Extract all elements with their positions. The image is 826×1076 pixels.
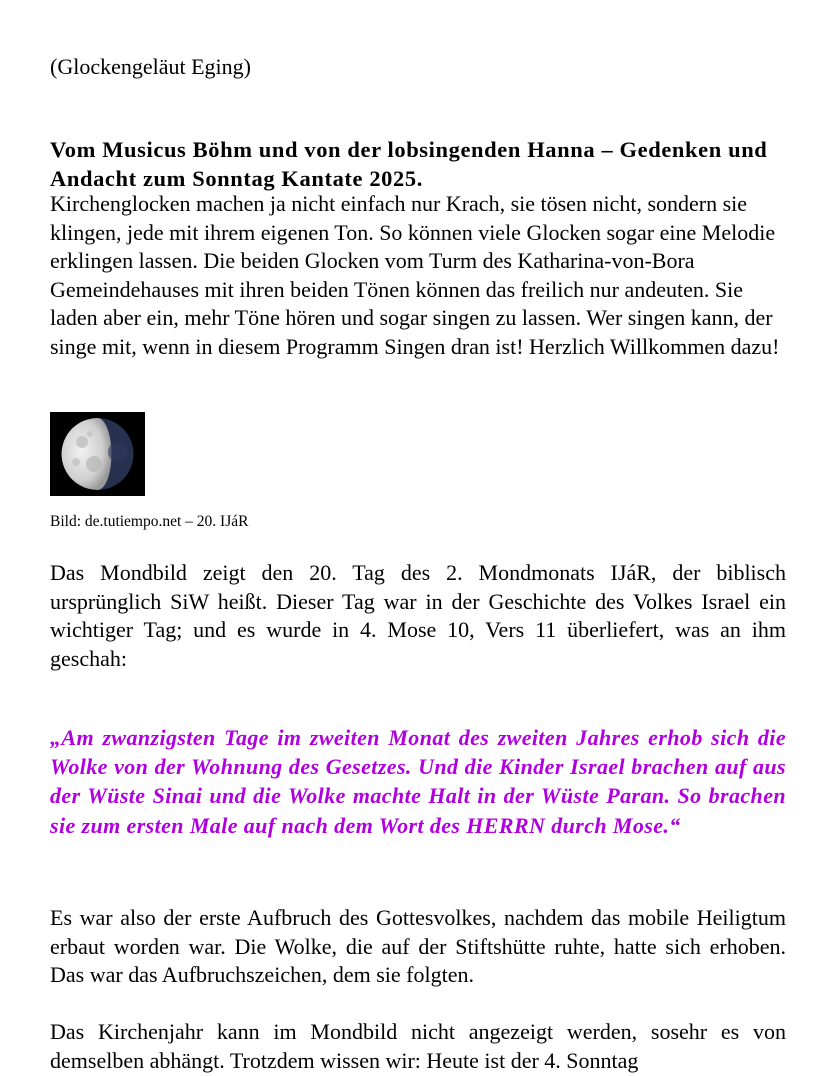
paragraph-church-year: Das Kirchenjahr kann im Mondbild nicht angezeigt werden, sosehr es von demselben abhängt. Trotzdem wissen wir: Heute ist der 4. Sonntag [50, 1019, 786, 1073]
page-title: Vom Musicus Böhm und von der lobsingenden Hanna – Gedenken und Andacht zum Sonntag Kantate 2025. [50, 136, 768, 191]
paragraph-moon-description: Das Mondbild zeigt den 20. Tag des 2. Mondmonats IJáR, der biblisch ursprünglich SiW heißt. Dieser Tag war in der Geschichte des Volkes Israel ein wichtiger Tag; und es wurde in 4. Mose 10, Vers 11 überliefert, was an ihm geschah: [50, 560, 786, 671]
image-caption: Bild: de.tutiempo.net – 20. IJáR [50, 513, 249, 530]
moon-icon [50, 412, 145, 496]
intro-paragraph: Kirchenglocken machen ja nicht einfach nur Krach, sie tösen nicht, sondern sie klingen, jede mit ihrem eigenen Ton. So können viele Glocken sogar eine Melodie erklingen lassen. Die beiden Glocken vom Turm des Katharina-von-Bora Gemeindehauses mit ihren beiden Tönen können das freilich nur andeuten. Sie laden aber ein, mehr Töne hören und sogar singen zu lassen. Wer singen kann, der singe mit, wenn in diesem Programm Singen dran ist! Herzlich Willkommen dazu! [50, 191, 780, 359]
paragraph-departure: Es war also der erste Aufbruch des Gottesvolkes, nachdem das mobile Heiligtum erbaut worden war. Die Wolke, die auf der Stiftshütte ruhte, hatte sich erhoben. Das war das Aufbruchszeichen, dem sie folgten. [50, 905, 786, 988]
recording-note: (Glockengeläut Eging) [50, 54, 251, 79]
bible-quote: „Am zwanzigsten Tage im zweiten Monat des zweiten Jahres erhob sich die Wolke von der Wohnung des Gesetzes. Und die Kinder Israel brachen auf aus der Wüste Sinai und die Wolke machte Halt in der Wüste Paran. So brachen sie zum ersten Male auf nach dem Wort des HERRN durch Mose.“ [50, 725, 786, 838]
moon-phase-image [50, 412, 145, 496]
